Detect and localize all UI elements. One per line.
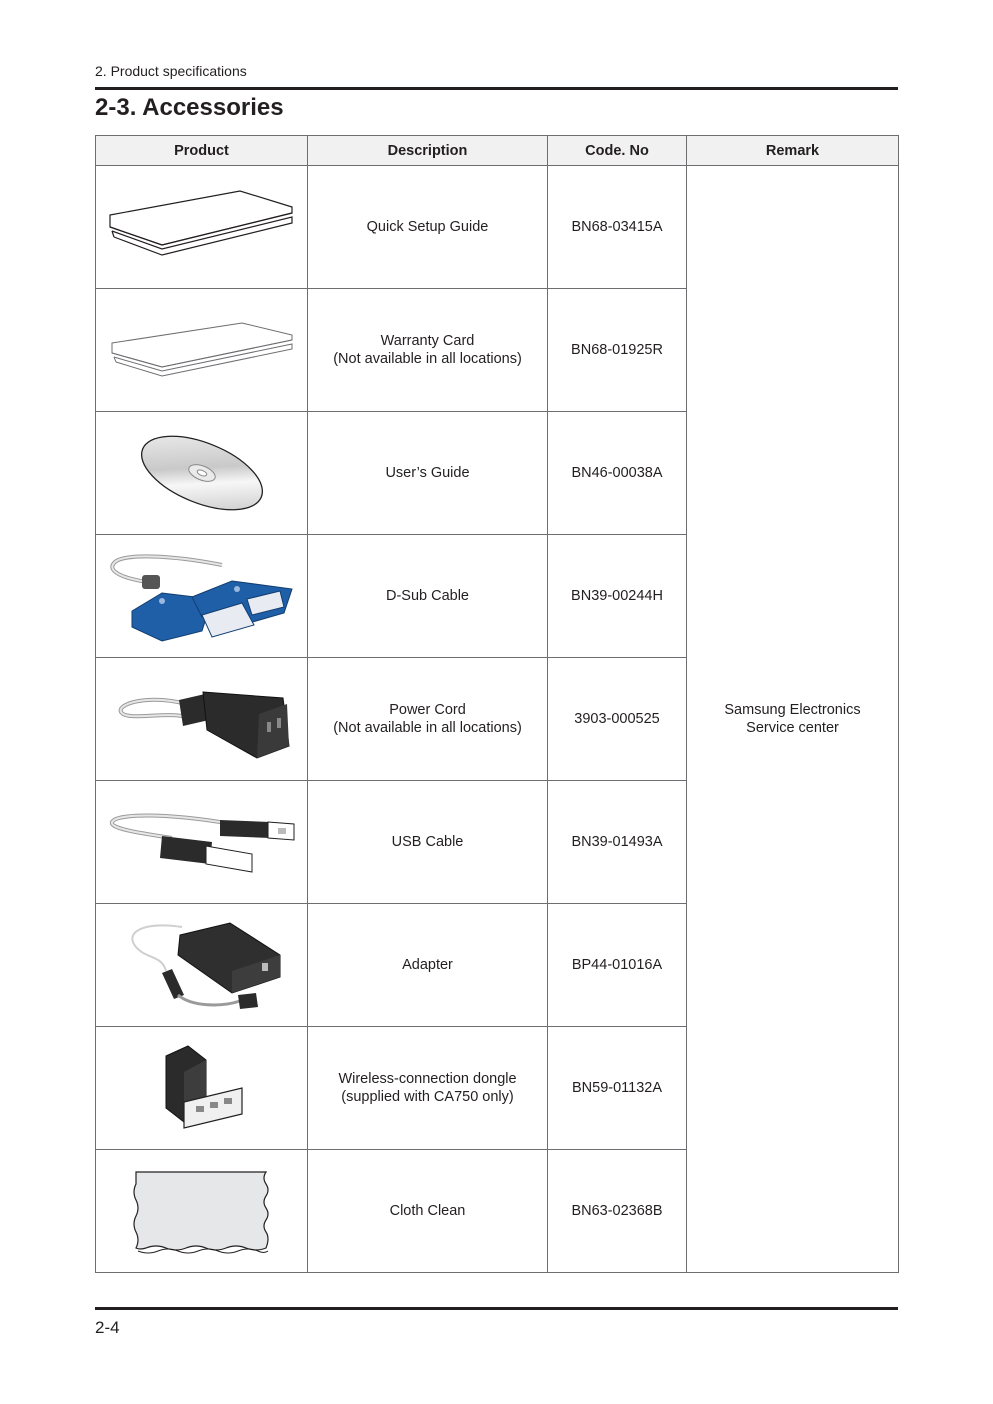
description-cell: [308, 1150, 548, 1273]
warranty-booklet-icon: [102, 315, 302, 385]
description-note: (Not available in all locations): [333, 720, 522, 736]
column-header-remark: Remark: [687, 136, 899, 166]
remark-line-2: Service center: [746, 720, 839, 736]
product-image-cell: [96, 1150, 308, 1273]
code-cell: BN39-01493A: [548, 781, 687, 904]
description-text: Adapter: [402, 957, 453, 973]
code-cell: BN68-01925R: [548, 289, 687, 412]
description-text: Power Cord: [389, 702, 466, 718]
table-row: [96, 166, 899, 289]
description-text: USB Cable: [391, 834, 464, 850]
description-text: User’s Guide: [385, 465, 470, 481]
page-title: 2-3. Accessories: [95, 94, 284, 121]
column-header-code: Code. No: [548, 136, 687, 166]
description-cell: [308, 1027, 548, 1150]
power-adapter-icon: [122, 915, 282, 1015]
product-image-cell: [96, 166, 308, 289]
product-image-cell: [96, 289, 308, 412]
code-cell: 3903-000525: [548, 658, 687, 781]
description-cell: [308, 781, 548, 904]
description-cell: [308, 412, 548, 535]
code-cell: BN63-02368B: [548, 1150, 687, 1273]
description-text: Quick Setup Guide: [366, 219, 489, 235]
product-image-cell: [96, 1027, 308, 1150]
description-cell: [308, 166, 548, 289]
product-image-cell: [96, 658, 308, 781]
description-text: Warranty Card: [380, 333, 475, 349]
description-cell: [308, 535, 548, 658]
table-header-row: [96, 136, 899, 166]
code-cell: BN68-03415A: [548, 166, 687, 289]
top-rule: [95, 87, 898, 90]
remark-line-1: Samsung Electronics: [724, 702, 861, 718]
cleaning-cloth-icon: [132, 1166, 272, 1256]
usb-cable-icon: [102, 802, 302, 882]
d-sub-cable-icon: [102, 541, 302, 651]
bottom-rule: [95, 1307, 898, 1310]
product-image-cell: [96, 412, 308, 535]
description-cell: [308, 904, 548, 1027]
description-text: D-Sub Cable: [385, 588, 469, 604]
description-note: (Not available in all locations): [333, 351, 522, 367]
description-note: (supplied with CA750 only): [341, 1089, 514, 1105]
description-text: Wireless-connection dongle: [338, 1071, 517, 1087]
description-cell: [308, 658, 548, 781]
code-cell: BN39-00244H: [548, 535, 687, 658]
section-label: 2. Product specifications: [95, 63, 247, 79]
column-header-description: Description: [308, 136, 548, 166]
cd-disc-icon: [132, 433, 272, 513]
product-image-cell: [96, 535, 308, 658]
description-text: Cloth Clean: [389, 1203, 466, 1219]
remark-cell: [687, 166, 899, 1273]
code-cell: BN59-01132A: [548, 1027, 687, 1150]
power-cord-icon: [107, 674, 297, 764]
description-cell: [308, 289, 548, 412]
product-image-cell: [96, 904, 308, 1027]
code-cell: BP44-01016A: [548, 904, 687, 1027]
column-header-product: Product: [96, 136, 308, 166]
page-number: 2-4: [95, 1318, 120, 1337]
accessories-table: [95, 135, 899, 1273]
code-cell: BN46-00038A: [548, 412, 687, 535]
wireless-dongle-icon: [152, 1038, 252, 1138]
booklet-icon: [102, 187, 302, 267]
product-image-cell: [96, 781, 308, 904]
